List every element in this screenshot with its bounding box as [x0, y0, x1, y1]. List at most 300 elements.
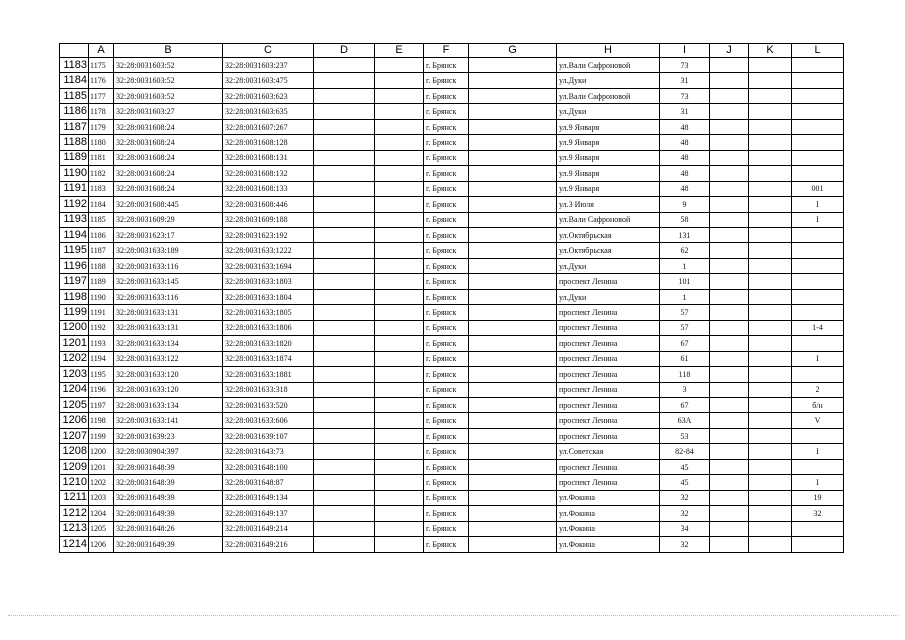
row-number: 1206	[60, 413, 89, 428]
cell-g	[469, 150, 557, 165]
cell-b-cadastral: 32:28:0031633:116	[114, 289, 223, 304]
cell-i-house: 9	[660, 197, 710, 212]
cell-b-cadastral: 32:28:0031633:134	[114, 336, 223, 351]
cell-l: I	[792, 212, 844, 227]
cell-k	[749, 537, 792, 552]
table-row	[60, 320, 844, 335]
table-row	[60, 88, 844, 103]
cell-g	[469, 212, 557, 227]
cell-i-house: 101	[660, 274, 710, 289]
cell-k	[749, 397, 792, 412]
cell-a-index: 1187	[89, 243, 114, 258]
table-row	[60, 243, 844, 258]
cell-d	[314, 444, 375, 459]
column-header-h: H	[557, 44, 660, 58]
cell-a-index: 1175	[89, 58, 114, 73]
cell-i-house: 48	[660, 135, 710, 150]
cell-j	[710, 428, 749, 443]
row-number: 1209	[60, 459, 89, 474]
cell-d	[314, 428, 375, 443]
cell-a-index: 1190	[89, 289, 114, 304]
row-number: 1213	[60, 521, 89, 536]
table-row	[60, 428, 844, 443]
table-row	[60, 413, 844, 428]
cell-c-cadastral: 32:28:0031633:1820	[223, 336, 314, 351]
cell-h-street: ул.Октябрьская	[557, 243, 660, 258]
cell-d	[314, 258, 375, 273]
cell-k	[749, 150, 792, 165]
cell-l	[792, 58, 844, 73]
cell-b-cadastral: 32:28:0031633:120	[114, 382, 223, 397]
row-number: 1211	[60, 490, 89, 505]
cell-g	[469, 135, 557, 150]
cell-g	[469, 227, 557, 242]
row-number: 1212	[60, 506, 89, 521]
row-number: 1191	[60, 181, 89, 196]
cell-c-cadastral: 32:28:0031608:128	[223, 135, 314, 150]
cell-c-cadastral: 32:28:0031609:188	[223, 212, 314, 227]
cell-d	[314, 181, 375, 196]
cell-a-index: 1197	[89, 397, 114, 412]
cell-j	[710, 227, 749, 242]
cell-f-city: г. Брянск	[424, 382, 469, 397]
cell-c-cadastral: 32:28:0031649:134	[223, 490, 314, 505]
cell-c-cadastral: 32:28:0031633:1694	[223, 258, 314, 273]
cell-c-cadastral: 32:28:0031633:1803	[223, 274, 314, 289]
cell-j	[710, 181, 749, 196]
cell-l: б/н	[792, 397, 844, 412]
cell-j	[710, 243, 749, 258]
cell-f-city: г. Брянск	[424, 243, 469, 258]
cell-g	[469, 413, 557, 428]
cell-b-cadastral: 32:28:0031648:39	[114, 459, 223, 474]
cell-a-index: 1204	[89, 506, 114, 521]
cell-f-city: г. Брянск	[424, 166, 469, 181]
table-row	[60, 367, 844, 382]
cell-j	[710, 104, 749, 119]
cell-c-cadastral: 32:28:0031633:1805	[223, 305, 314, 320]
cell-i-house: 131	[660, 227, 710, 242]
cell-k	[749, 506, 792, 521]
row-number: 1195	[60, 243, 89, 258]
cell-g	[469, 336, 557, 351]
cell-d	[314, 305, 375, 320]
cell-c-cadastral: 32:28:0031603:237	[223, 58, 314, 73]
column-header-row	[60, 44, 844, 58]
cell-c-cadastral: 32:28:0031608:132	[223, 166, 314, 181]
cell-a-index: 1180	[89, 135, 114, 150]
cell-f-city: г. Брянск	[424, 119, 469, 134]
cell-j	[710, 320, 749, 335]
row-number: 1196	[60, 258, 89, 273]
cell-k	[749, 197, 792, 212]
cell-e	[375, 150, 424, 165]
cell-f-city: г. Брянск	[424, 537, 469, 552]
cell-i-house: 48	[660, 166, 710, 181]
cell-f-city: г. Брянск	[424, 397, 469, 412]
cell-k	[749, 320, 792, 335]
cell-g	[469, 197, 557, 212]
cell-f-city: г. Брянск	[424, 258, 469, 273]
cell-h-street: проспект Ленина	[557, 305, 660, 320]
table-row	[60, 274, 844, 289]
cell-c-cadastral: 32:28:0031608:133	[223, 181, 314, 196]
cell-g	[469, 181, 557, 196]
cell-a-index: 1186	[89, 227, 114, 242]
cell-g	[469, 289, 557, 304]
cell-f-city: г. Брянск	[424, 506, 469, 521]
cell-d	[314, 320, 375, 335]
cell-h-street: проспект Ленина	[557, 475, 660, 490]
cell-i-house: 48	[660, 119, 710, 134]
cell-b-cadastral: 32:28:0031633:189	[114, 243, 223, 258]
cell-d	[314, 88, 375, 103]
cell-j	[710, 521, 749, 536]
cell-c-cadastral: 32:28:0031608:446	[223, 197, 314, 212]
table-row	[60, 58, 844, 73]
cell-b-cadastral: 32:28:0031633:122	[114, 351, 223, 366]
cell-d	[314, 197, 375, 212]
cell-d	[314, 336, 375, 351]
cell-d	[314, 289, 375, 304]
cell-j	[710, 88, 749, 103]
cell-b-cadastral: 32:28:0031648:26	[114, 521, 223, 536]
cell-k	[749, 274, 792, 289]
cell-h-street: проспект Ленина	[557, 428, 660, 443]
cell-f-city: г. Брянск	[424, 367, 469, 382]
cell-k	[749, 119, 792, 134]
row-number: 1204	[60, 382, 89, 397]
cell-l	[792, 119, 844, 134]
cell-c-cadastral: 32:28:0031649:216	[223, 537, 314, 552]
row-number: 1185	[60, 88, 89, 103]
cell-d	[314, 506, 375, 521]
cell-e	[375, 475, 424, 490]
cell-e	[375, 227, 424, 242]
cell-b-cadastral: 32:28:0031603:27	[114, 104, 223, 119]
cell-l: I	[792, 197, 844, 212]
cell-j	[710, 336, 749, 351]
cell-b-cadastral: 32:28:0031633:134	[114, 397, 223, 412]
cell-i-house: 57	[660, 320, 710, 335]
row-number: 1187	[60, 119, 89, 134]
cell-e	[375, 243, 424, 258]
cell-i-house: 32	[660, 537, 710, 552]
cell-k	[749, 475, 792, 490]
cell-i-house: 58	[660, 212, 710, 227]
cell-c-cadastral: 32:28:0031603:623	[223, 88, 314, 103]
cell-l	[792, 227, 844, 242]
cell-h-street: проспект Ленина	[557, 382, 660, 397]
cell-a-index: 1199	[89, 428, 114, 443]
cell-d	[314, 135, 375, 150]
cell-d	[314, 537, 375, 552]
cell-j	[710, 382, 749, 397]
cell-j	[710, 459, 749, 474]
cell-i-house: 61	[660, 351, 710, 366]
cell-b-cadastral: 32:28:0031608:445	[114, 197, 223, 212]
cell-d	[314, 413, 375, 428]
cell-f-city: г. Брянск	[424, 336, 469, 351]
cell-e	[375, 506, 424, 521]
cell-e	[375, 289, 424, 304]
row-number: 1201	[60, 336, 89, 351]
cell-a-index: 1200	[89, 444, 114, 459]
cell-d	[314, 243, 375, 258]
cell-l	[792, 166, 844, 181]
table-row	[60, 150, 844, 165]
cell-f-city: г. Брянск	[424, 73, 469, 88]
cell-g	[469, 521, 557, 536]
cell-c-cadastral: 32:28:0031633:318	[223, 382, 314, 397]
table-row	[60, 305, 844, 320]
cell-f-city: г. Брянск	[424, 227, 469, 242]
cell-i-house: 62	[660, 243, 710, 258]
cell-b-cadastral: 32:28:0031633:141	[114, 413, 223, 428]
cell-j	[710, 212, 749, 227]
cell-h-street: ул.3 Июля	[557, 197, 660, 212]
cell-g	[469, 444, 557, 459]
table-row	[60, 537, 844, 552]
row-number: 1192	[60, 197, 89, 212]
cell-e	[375, 382, 424, 397]
cell-a-index: 1202	[89, 475, 114, 490]
cell-e	[375, 104, 424, 119]
cell-f-city: г. Брянск	[424, 459, 469, 474]
cell-i-house: 73	[660, 58, 710, 73]
cell-g	[469, 367, 557, 382]
cell-i-house: 73	[660, 88, 710, 103]
cell-h-street: ул.Октябрьская	[557, 227, 660, 242]
cell-j	[710, 413, 749, 428]
cell-e	[375, 367, 424, 382]
cell-a-index: 1196	[89, 382, 114, 397]
table-row	[60, 444, 844, 459]
cell-a-index: 1201	[89, 459, 114, 474]
cell-h-street: проспект Ленина	[557, 367, 660, 382]
column-header-d: D	[314, 44, 375, 58]
cell-c-cadastral: 32:28:0031608:131	[223, 150, 314, 165]
row-number: 1194	[60, 227, 89, 242]
cell-i-house: 1	[660, 258, 710, 273]
cell-h-street: проспект Ленина	[557, 351, 660, 366]
row-number: 1190	[60, 166, 89, 181]
cell-i-house: 53	[660, 428, 710, 443]
cell-i-house: 32	[660, 506, 710, 521]
cell-k	[749, 181, 792, 196]
cell-k	[749, 58, 792, 73]
cell-a-index: 1188	[89, 258, 114, 273]
cell-c-cadastral: 32:28:0031639:107	[223, 428, 314, 443]
cell-g	[469, 166, 557, 181]
cell-e	[375, 397, 424, 412]
cell-l	[792, 521, 844, 536]
cell-k	[749, 413, 792, 428]
cell-h-street: проспект Ленина	[557, 320, 660, 335]
cell-f-city: г. Брянск	[424, 351, 469, 366]
cell-d	[314, 367, 375, 382]
cell-h-street: ул.Фокина	[557, 537, 660, 552]
column-header-g: G	[469, 44, 557, 58]
cell-c-cadastral: 32:28:0031633:606	[223, 413, 314, 428]
cell-i-house: 82-84	[660, 444, 710, 459]
table-row	[60, 104, 844, 119]
cell-a-index: 1183	[89, 181, 114, 196]
column-header-b: B	[114, 44, 223, 58]
cell-e	[375, 73, 424, 88]
cell-k	[749, 104, 792, 119]
cell-f-city: г. Брянск	[424, 104, 469, 119]
column-header-j: J	[710, 44, 749, 58]
table-row	[60, 181, 844, 196]
cell-i-house: 67	[660, 397, 710, 412]
cell-h-street: ул.Дуки	[557, 104, 660, 119]
cell-l	[792, 243, 844, 258]
cell-g	[469, 459, 557, 474]
cell-l: I	[792, 475, 844, 490]
corner-header	[60, 44, 89, 58]
cell-b-cadastral: 32:28:0031603:52	[114, 88, 223, 103]
row-number: 1188	[60, 135, 89, 150]
cell-a-index: 1205	[89, 521, 114, 536]
cell-c-cadastral: 32:28:0031633:1881	[223, 367, 314, 382]
cell-j	[710, 490, 749, 505]
table-row	[60, 73, 844, 88]
cell-c-cadastral: 32:28:0031643:73	[223, 444, 314, 459]
cell-k	[749, 212, 792, 227]
cell-g	[469, 119, 557, 134]
cell-e	[375, 135, 424, 150]
cell-i-house: 48	[660, 150, 710, 165]
cell-e	[375, 197, 424, 212]
cell-e	[375, 521, 424, 536]
cell-d	[314, 490, 375, 505]
cell-l: 32	[792, 506, 844, 521]
table-row	[60, 475, 844, 490]
cell-a-index: 1206	[89, 537, 114, 552]
cell-c-cadastral: 32:28:0031603:635	[223, 104, 314, 119]
cell-d	[314, 274, 375, 289]
cell-l	[792, 104, 844, 119]
cell-a-index: 1181	[89, 150, 114, 165]
cell-b-cadastral: 32:28:0031633:116	[114, 258, 223, 273]
cell-b-cadastral: 32:28:0031633:120	[114, 367, 223, 382]
cell-g	[469, 506, 557, 521]
cell-g	[469, 537, 557, 552]
cell-e	[375, 305, 424, 320]
cell-g	[469, 258, 557, 273]
cell-j	[710, 537, 749, 552]
cell-a-index: 1193	[89, 336, 114, 351]
cell-k	[749, 428, 792, 443]
cell-l	[792, 135, 844, 150]
cell-l	[792, 150, 844, 165]
cell-l	[792, 88, 844, 103]
cell-a-index: 1189	[89, 274, 114, 289]
cell-b-cadastral: 32:28:0031603:52	[114, 58, 223, 73]
cell-i-house: 57	[660, 305, 710, 320]
cell-h-street: проспект Ленина	[557, 274, 660, 289]
cell-d	[314, 382, 375, 397]
cell-k	[749, 227, 792, 242]
cell-f-city: г. Брянск	[424, 274, 469, 289]
cell-l	[792, 289, 844, 304]
cell-c-cadastral: 32:28:0031648:87	[223, 475, 314, 490]
cell-l: 001	[792, 181, 844, 196]
table-row	[60, 397, 844, 412]
cell-g	[469, 320, 557, 335]
cell-l	[792, 305, 844, 320]
cell-b-cadastral: 32:28:0031633:131	[114, 305, 223, 320]
row-number: 1207	[60, 428, 89, 443]
table-row	[60, 506, 844, 521]
cell-e	[375, 119, 424, 134]
cell-j	[710, 351, 749, 366]
cell-g	[469, 397, 557, 412]
spreadsheet-table	[59, 43, 844, 553]
cell-f-city: г. Брянск	[424, 413, 469, 428]
cell-a-index: 1177	[89, 88, 114, 103]
cell-l	[792, 367, 844, 382]
cell-j	[710, 150, 749, 165]
cell-k	[749, 351, 792, 366]
row-number: 1208	[60, 444, 89, 459]
cell-i-house: 118	[660, 367, 710, 382]
table-row	[60, 258, 844, 273]
cell-j	[710, 367, 749, 382]
cell-b-cadastral: 32:28:0031623:17	[114, 227, 223, 242]
cell-e	[375, 212, 424, 227]
table-row	[60, 521, 844, 536]
cell-h-street: проспект Ленина	[557, 336, 660, 351]
cell-c-cadastral: 32:28:0031623:192	[223, 227, 314, 242]
cell-e	[375, 490, 424, 505]
table-row	[60, 119, 844, 134]
cell-l: I	[792, 444, 844, 459]
row-number: 1189	[60, 150, 89, 165]
cell-a-index: 1195	[89, 367, 114, 382]
cell-l	[792, 274, 844, 289]
cell-c-cadastral: 32:28:0031633:1874	[223, 351, 314, 366]
cell-k	[749, 490, 792, 505]
cell-a-index: 1198	[89, 413, 114, 428]
cell-e	[375, 166, 424, 181]
cell-l	[792, 258, 844, 273]
row-number: 1197	[60, 274, 89, 289]
cell-j	[710, 506, 749, 521]
cell-f-city: г. Брянск	[424, 88, 469, 103]
cell-i-house: 32	[660, 490, 710, 505]
table-row	[60, 490, 844, 505]
cell-g	[469, 305, 557, 320]
cell-l: V	[792, 413, 844, 428]
cell-g	[469, 490, 557, 505]
cell-h-street: ул.Дуки	[557, 289, 660, 304]
cell-l: 1-4	[792, 320, 844, 335]
cell-k	[749, 258, 792, 273]
cell-f-city: г. Брянск	[424, 444, 469, 459]
cell-d	[314, 73, 375, 88]
table-row	[60, 227, 844, 242]
cell-k	[749, 243, 792, 258]
cell-l	[792, 336, 844, 351]
cell-h-street: ул.Вали Сафроновой	[557, 88, 660, 103]
cell-f-city: г. Брянск	[424, 197, 469, 212]
cell-b-cadastral: 32:28:0030904:397	[114, 444, 223, 459]
cell-l	[792, 537, 844, 552]
cell-h-street: ул.Вали Сафроновой	[557, 212, 660, 227]
cell-e	[375, 181, 424, 196]
